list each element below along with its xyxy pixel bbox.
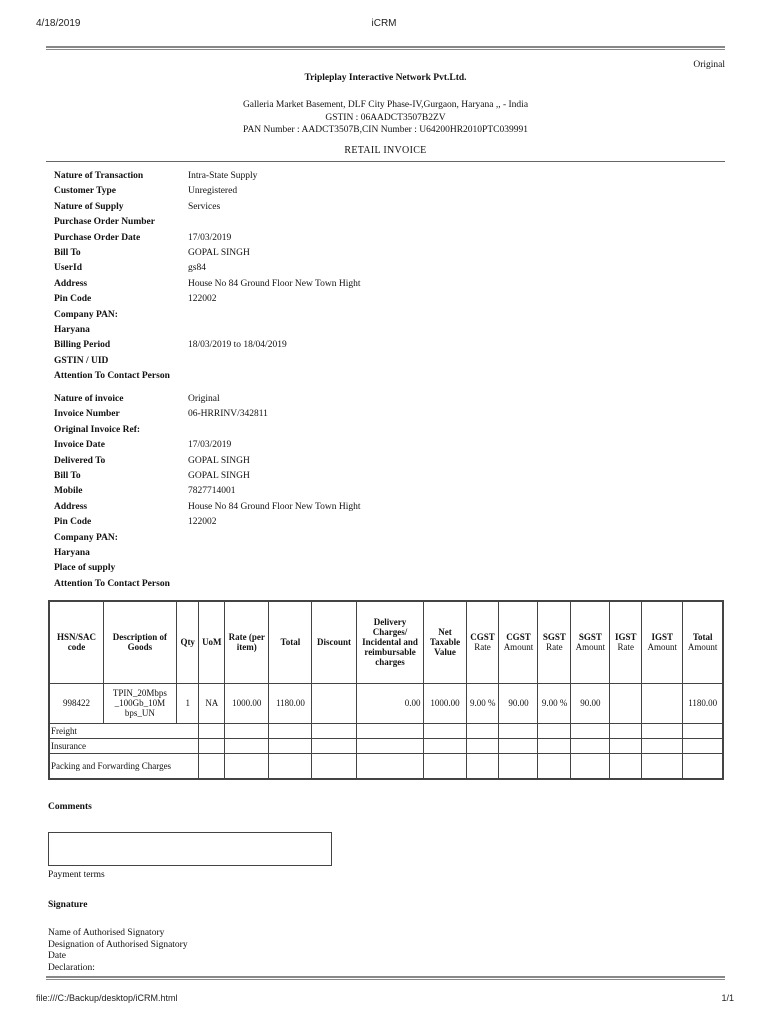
detail-value: 17/03/2019 — [188, 440, 232, 451]
col-cgst-rate: CGST Rate — [466, 601, 499, 683]
invoice-title: RETAIL INVOICE — [344, 145, 427, 156]
customer-details — [54, 168, 614, 383]
cell-sgst-amount: 90.00 — [571, 683, 610, 723]
invoice-details — [54, 391, 614, 591]
detail-row — [54, 337, 614, 352]
detail-label: Pin Code — [54, 294, 92, 305]
bottom-divider — [46, 976, 725, 980]
detail-value: 7827714001 — [188, 486, 236, 497]
cell-hsn: 998422 — [49, 683, 103, 723]
detail-label: Purchase Order Date — [54, 232, 141, 243]
detail-row — [54, 483, 614, 498]
col-net-taxable: Net Taxable Value — [424, 601, 466, 683]
detail-value: gs84 — [188, 263, 206, 274]
cell-description: TPIN_20Mbps _100Gb_10M bps_UN — [103, 683, 176, 723]
detail-label: Nature of invoice — [54, 394, 124, 404]
detail-row — [54, 499, 614, 514]
detail-row — [54, 230, 614, 245]
signatory-designation-label: Designation of Authorised Signatory — [48, 939, 188, 950]
detail-label: Delivered To — [54, 455, 106, 466]
company-gstin: GSTIN : 06AADCT3507B2ZV — [325, 112, 446, 123]
detail-value: House No 84 Ground Floor New Town Hight — [188, 278, 361, 289]
detail-label: Invoice Date — [54, 440, 105, 451]
col-igst-rate: IGST Rate — [610, 601, 642, 683]
col-cgst-amount: CGST Amount — [499, 601, 538, 683]
declaration-label: Declaration: — [48, 962, 95, 973]
detail-label: Invoice Number — [54, 409, 120, 420]
cell-total-amount: 1180.00 — [683, 683, 723, 723]
col-delivery: Delivery Charges/ Incidental and reimbursable charges — [356, 601, 424, 683]
top-divider — [46, 46, 725, 50]
col-description: Description of Goods — [103, 601, 176, 683]
table-header-row — [49, 601, 723, 683]
detail-row — [54, 514, 614, 529]
signature-label: Signature — [48, 900, 88, 910]
detail-row — [54, 260, 614, 275]
detail-value: 17/03/2019 — [188, 232, 232, 243]
detail-row — [54, 530, 614, 545]
detail-label: UserId — [54, 263, 82, 274]
detail-row — [54, 199, 614, 214]
detail-label: Address — [54, 501, 88, 512]
col-sgst-rate: SGST Rate — [538, 601, 571, 683]
cell-total: 1180.00 — [269, 683, 312, 723]
company-name: Tripleplay Interactive Network Pvt.Ltd. — [304, 73, 467, 83]
detail-value: 18/03/2019 to 18/04/2019 — [188, 340, 287, 351]
detail-label: Bill To — [54, 470, 81, 481]
detail-row — [54, 545, 614, 560]
cell-igst-rate — [610, 683, 642, 723]
charge-row-packing — [49, 753, 723, 779]
detail-label: GSTIN / UID — [54, 355, 109, 366]
detail-label: Nature of Transaction — [54, 171, 144, 181]
payment-terms-label: Payment terms — [48, 870, 105, 880]
detail-row — [54, 214, 614, 229]
detail-value: 122002 — [188, 517, 217, 528]
cell-igst-amount — [642, 683, 683, 723]
detail-label: Pin Code — [54, 517, 92, 528]
cell-cgst-amount: 90.00 — [499, 683, 538, 723]
cell-sgst-rate: 9.00 % — [538, 683, 571, 723]
charge-label: Insurance — [49, 738, 199, 753]
col-uom: UoM — [199, 601, 225, 683]
col-sgst-amount: SGST Amount — [571, 601, 610, 683]
detail-row — [54, 422, 614, 437]
detail-label: Purchase Order Number — [54, 217, 155, 228]
detail-value: 06-HRRINV/342811 — [188, 409, 268, 420]
detail-label: Address — [54, 278, 88, 289]
title-divider — [46, 161, 725, 162]
detail-label: Mobile — [54, 486, 83, 497]
signatory-block — [48, 928, 188, 974]
detail-value: Services — [188, 201, 221, 212]
col-total-amount: Total Amount — [683, 601, 723, 683]
detail-row — [54, 406, 614, 421]
signatory-date-label: Date — [48, 951, 66, 961]
col-igst-amount: IGST Amount — [642, 601, 683, 683]
detail-value: Unregistered — [188, 186, 238, 197]
detail-row — [54, 168, 614, 183]
col-discount: Discount — [312, 601, 356, 683]
detail-row — [54, 276, 614, 291]
detail-row — [54, 468, 614, 483]
signatory-name-label: Name of Authorised Signatory — [48, 928, 165, 938]
table-row — [49, 683, 723, 723]
detail-label: Nature of Supply — [54, 201, 124, 212]
detail-row — [54, 391, 614, 406]
detail-value: GOPAL SINGH — [188, 455, 250, 466]
detail-label: Company PAN: — [54, 532, 118, 543]
detail-value: Intra-State Supply — [188, 171, 258, 181]
print-date: 4/18/2019 — [36, 18, 81, 29]
cell-discount — [312, 683, 356, 723]
detail-row — [54, 560, 614, 575]
print-file-path: file:///C:/Backup/desktop/iCRM.html — [36, 993, 178, 1003]
detail-value: 122002 — [188, 294, 217, 305]
charge-label: Packing and Forwarding Charges — [49, 753, 199, 779]
detail-row — [54, 307, 614, 322]
detail-label: Bill To — [54, 247, 81, 258]
cell-cgst-rate: 9.00 % — [466, 683, 499, 723]
detail-value: House No 84 Ground Floor New Town Hight — [188, 501, 361, 512]
detail-row — [54, 291, 614, 306]
detail-label: Billing Period — [54, 340, 111, 351]
cell-net-taxable: 1000.00 — [424, 683, 466, 723]
charge-label: Freight — [49, 723, 199, 738]
detail-label: Original Invoice Ref: — [54, 424, 141, 435]
col-rate: Rate (per item) — [225, 601, 269, 683]
detail-row — [54, 183, 614, 198]
company-pan-cin: PAN Number : AADCT3507B,CIN Number : U64200HR2010PTC039991 — [243, 125, 528, 135]
detail-row — [54, 353, 614, 368]
detail-label: Attention To Contact Person — [54, 578, 170, 589]
cell-rate: 1000.00 — [225, 683, 269, 723]
col-total: Total — [269, 601, 312, 683]
charge-row-insurance — [49, 738, 723, 753]
charge-row-freight — [49, 723, 723, 738]
detail-label: Haryana — [54, 547, 90, 558]
cell-delivery: 0.00 — [356, 683, 424, 723]
detail-row — [54, 453, 614, 468]
detail-row — [54, 368, 614, 383]
print-title: iCRM — [371, 18, 397, 29]
copy-label: Original — [693, 60, 725, 70]
col-qty: Qty — [176, 601, 199, 683]
detail-label: Haryana — [54, 324, 90, 335]
items-table — [48, 600, 724, 780]
detail-row — [54, 245, 614, 260]
detail-row — [54, 437, 614, 452]
detail-label: Company PAN: — [54, 309, 118, 320]
company-address: Galleria Market Basement, DLF City Phase-IV,Gurgaon, Haryana ,, - India — [242, 100, 529, 110]
cell-uom: NA — [199, 683, 225, 723]
comments-label: Comments — [48, 802, 92, 812]
detail-row — [54, 322, 614, 337]
detail-value: GOPAL SINGH — [188, 247, 250, 258]
comments-box — [48, 832, 332, 866]
detail-value: Original — [188, 394, 220, 404]
cell-qty: 1 — [176, 683, 199, 723]
detail-label: Place of supply — [54, 563, 116, 574]
col-hsn: HSN/SAC code — [49, 601, 103, 683]
company-details — [46, 99, 725, 137]
detail-label: Attention To Contact Person — [54, 371, 170, 382]
detail-value: GOPAL SINGH — [188, 470, 250, 481]
detail-label: Customer Type — [54, 186, 117, 197]
detail-row — [54, 576, 614, 591]
print-page-number: 1/1 — [721, 993, 734, 1003]
